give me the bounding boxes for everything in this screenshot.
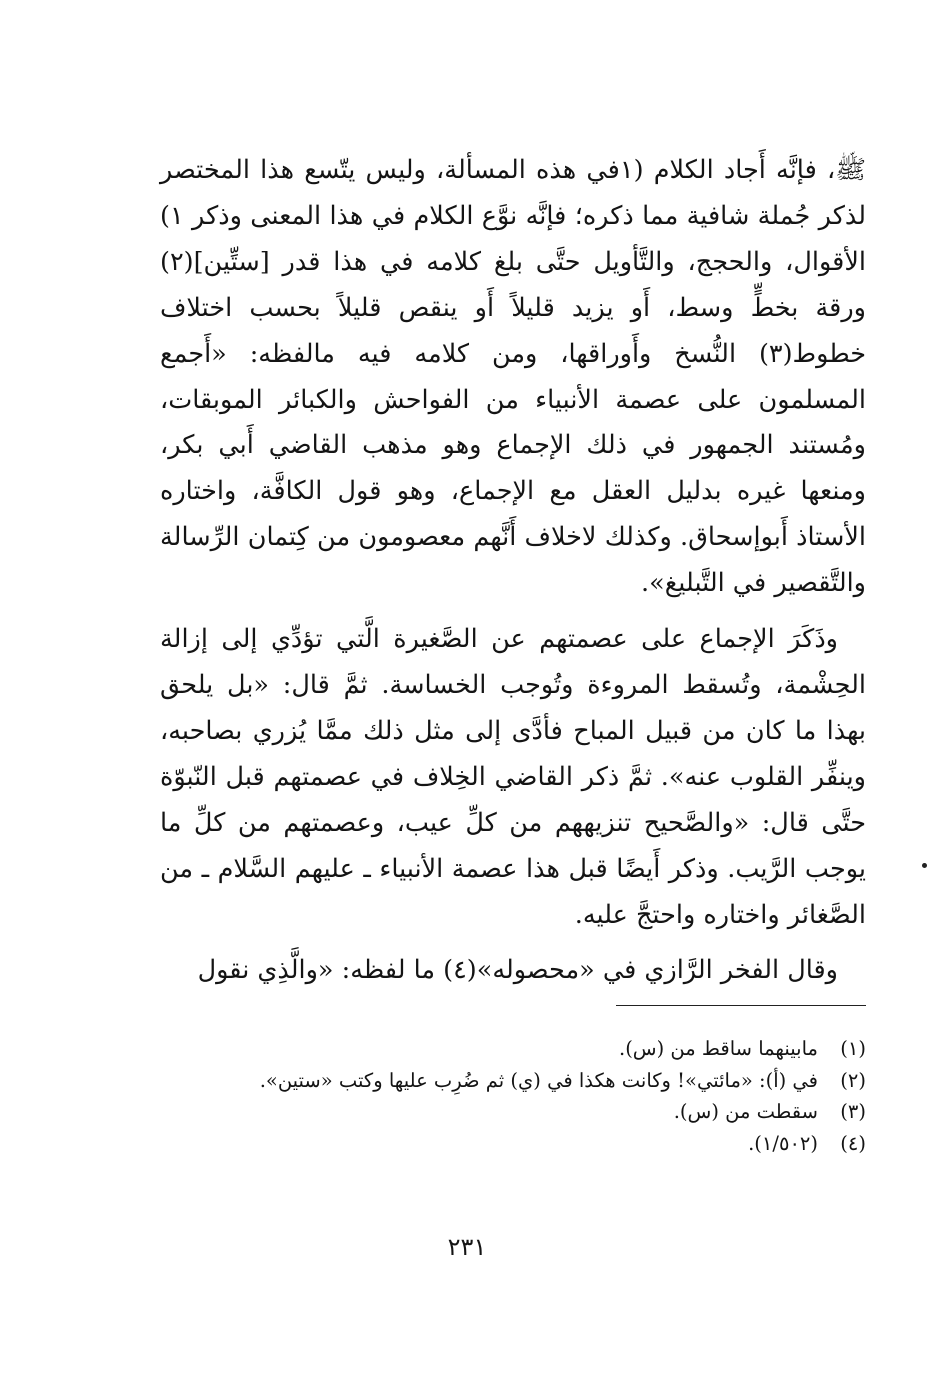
paragraph-3: وقال الفخر الرَّازي في «محصوله»(٤) ما لفظه: «والَّذِي نقول	[197, 955, 838, 986]
main-text	[160, 148, 866, 994]
paragraph-2: وذَكَرَ الإجماع على عصمتهم عن الصَّغيرة الَّتي تؤدِّي إلى إزالة الحِشْمة، وتُسقط المروءة وتُوجب الخساسة. ثمَّ قال: «بل يلحق بهذا ما كان من قبيل المباح فأدَّى إلى مثل ذلك ممَّا يُزري بصاحبه، وينفِّر القلوب عنه». ثمَّ ذكر القاضي الخِلاف في عصمتهم قبل النّبوّة حتَّى قال: «والصَّحيح تنزيههم من كلِّ عيب، وعصمتهم من كلِّ ما يوجب الرَّيب. وذكر أَيضًا قبل هذا عصمة الأنبياء ـ عليهم السَّلام ـ من الصَّغائر واختاره واحتجَّ عليه.	[160, 624, 866, 930]
footnote-text: مابينهما ساقط من (س).	[619, 1037, 818, 1060]
footnote-text: في (أ): «مائتي»! وكانت هكذا في (ي) ثم ضُرِب عليها وكتب «ستين».	[259, 1068, 818, 1092]
footnote-number: (١)	[840, 1037, 866, 1060]
footnote-number: (٢)	[840, 1068, 866, 1092]
footnote-number: (٣)	[840, 1100, 866, 1123]
footnotes	[160, 1033, 866, 1159]
footnote-number: (٤)	[840, 1131, 866, 1155]
paragraph-1: ﷺ، فإنَّه أَجاد الكلام (١في هذه المسألة، وليس يتّسع هذا المختصر لذكر جُملة شافية مما ذكره؛ فإنَّه نوَّع الكلام في هذا المعنى وذكر ١) الأقوال، والحجج، والتَّأويل حتَّى بلغ كلامه في هذا قدر [ستِّين](٢) ورقة بخطٍّ وسط، أَو يزيد قليلاً أَو ينقص قليلاً بحسب اختلاف خطوط(٣) النُّسخ وأَوراقها، ومن كلامه فيه مالفظه: «أَجمع المسلمون على عصمة الأنبياء من الفواحش والكبائر الموبقات، ومُستند الجمهور في ذلك الإجماع وهو مذهب القاضي أَبي بكر، ومنعها غيره بدليل العقل مع الإجماع، وهو قول الكافَّة، واختاره الأستاذ أَبوإسحاق. وكذلك لاخلاف أَنَّهم معصومون من كِتمان الرِّسالة والتَّقصير في التَّبليغ».	[160, 155, 866, 599]
footnote-1	[160, 1033, 866, 1065]
footnote-separator	[616, 1005, 866, 1006]
footnote-text: سقطت من (س).	[673, 1100, 818, 1123]
scan-mark	[922, 863, 927, 868]
footnote-2	[160, 1065, 866, 1097]
page-number: ٢٣١	[447, 1233, 487, 1261]
footnote-3	[160, 1096, 866, 1128]
footnote-4	[160, 1128, 866, 1160]
footnote-text: (١/٥٠٢).	[748, 1131, 818, 1155]
